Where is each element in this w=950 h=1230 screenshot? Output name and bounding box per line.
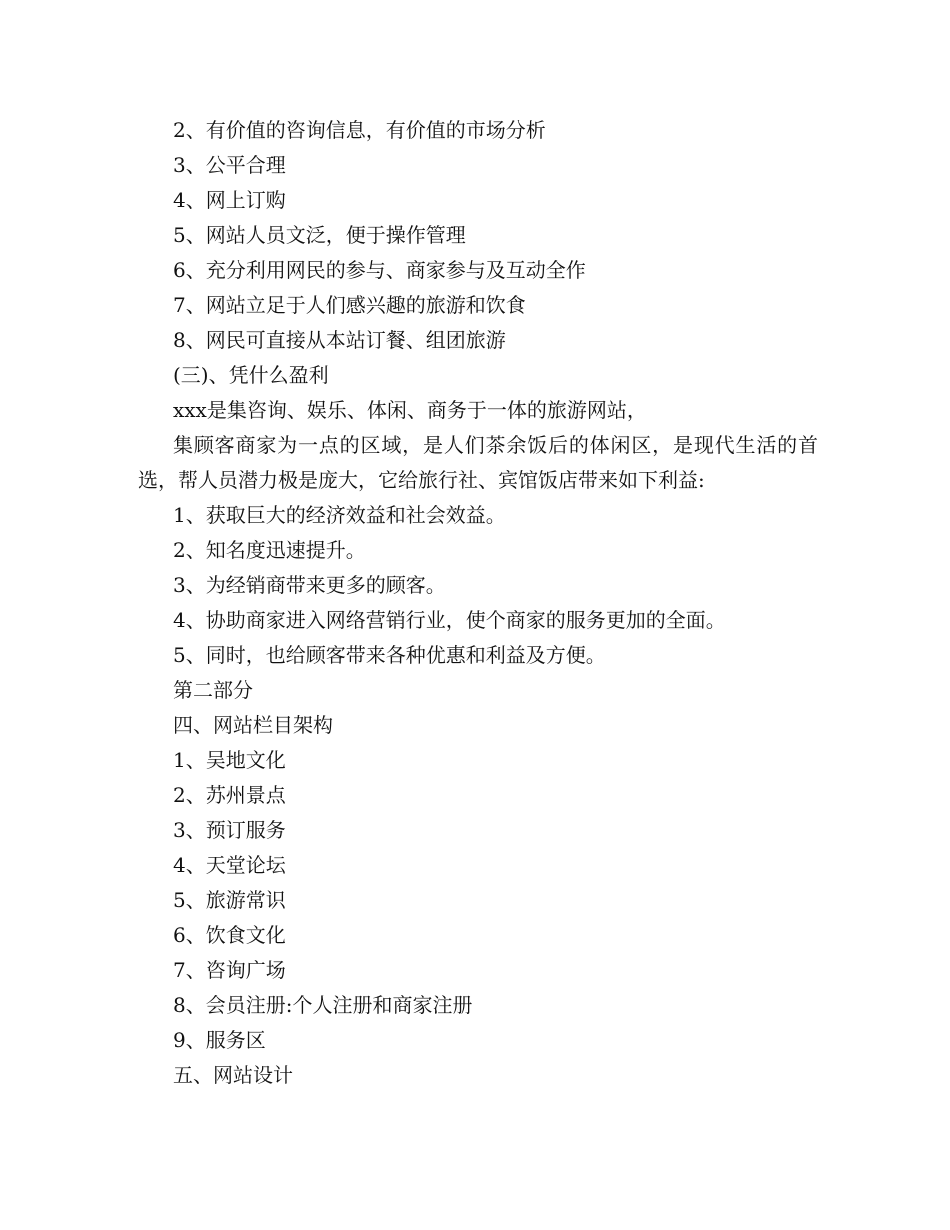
list-item: 1、吴地文化: [173, 748, 286, 772]
list-item: 3、预订服务: [173, 818, 286, 842]
list-item: 5、网站人员文泛，便于操作管理: [173, 223, 466, 247]
list-item: 3、公平合理: [173, 153, 286, 177]
document-body: [138, 113, 818, 1093]
list-item: 4、网上订购: [173, 188, 286, 212]
list-item: 5、同时，也给顾客带来各种优惠和利益及方便。: [173, 643, 606, 667]
list-item: 9、服务区: [173, 1028, 266, 1052]
list-item: 5、旅游常识: [173, 888, 286, 912]
list-item: 6、充分利用网民的参与、商家参与及互动全作: [173, 258, 586, 282]
intro-line: xxx是集咨询、娱乐、体闲、商务于一体的旅游网站，: [173, 398, 647, 422]
list-item: 2、苏州景点: [173, 783, 286, 807]
section-heading: 四、网站栏目架构: [173, 713, 333, 737]
list-item: 6、饮食文化: [173, 923, 286, 947]
list-item: 7、咨询广场: [173, 958, 286, 982]
list-item: 8、网民可直接从本站订餐、组团旅游: [173, 328, 506, 352]
list-item: 2、知名度迅速提升。: [173, 538, 366, 562]
list-item: 1、获取巨大的经济效益和社会效益。: [173, 503, 506, 527]
list-item: 4、协助商家进入网络营销行业，使个商家的服务更加的全面。: [173, 608, 726, 632]
list-item: 2、有价值的咨询信息，有价值的市场分析: [173, 118, 546, 142]
section-heading: 五、网站设计: [173, 1063, 293, 1087]
list-item: 3、为经销商带来更多的顾客。: [173, 573, 446, 597]
list-item: 8、会员注册:个人注册和商家注册: [173, 993, 473, 1017]
section-heading: (三)、凭什么盈利: [173, 363, 329, 387]
body-paragraph: 集顾客商家为一点的区域，是人们茶余饭后的体闲区，是现代生活的首选，帮人员潜力极是庞大，它给旅行社、宾馆饭店带来如下利益:: [138, 433, 818, 492]
list-item: 4、天堂论坛: [173, 853, 286, 877]
list-item: 7、网站立足于人们感兴趣的旅游和饮食: [173, 293, 526, 317]
part-heading: 第二部分: [173, 678, 253, 702]
